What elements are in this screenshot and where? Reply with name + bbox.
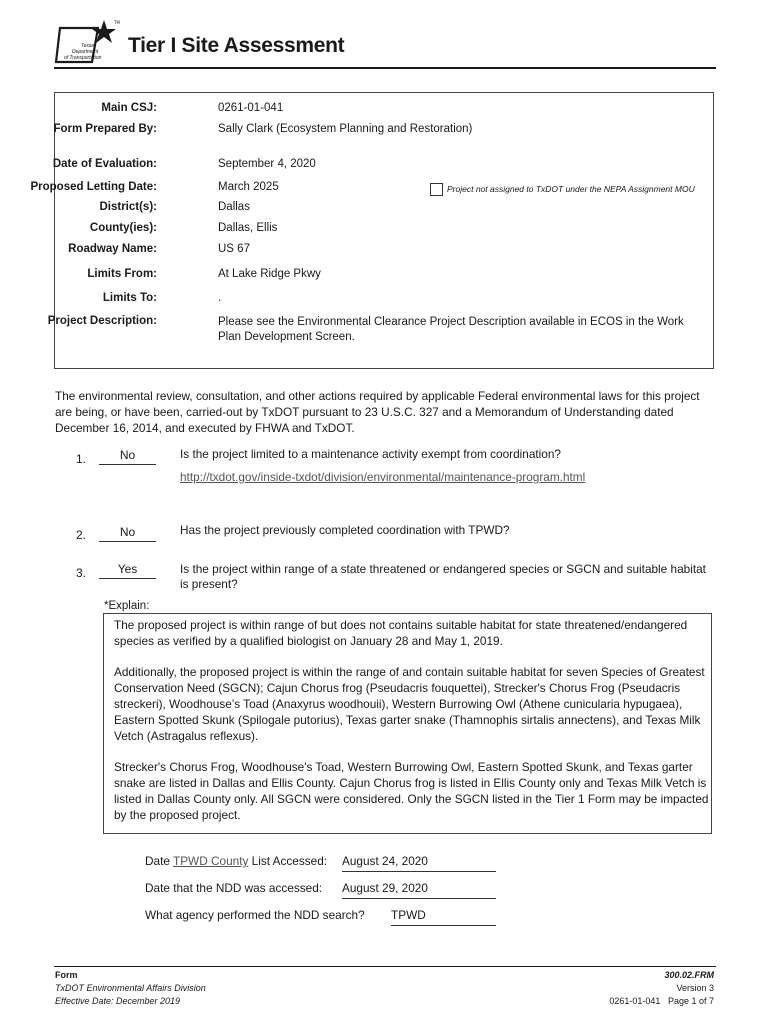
intro-paragraph: The environmental review, consultation, and other actions required by applicable Federal environmental laws for this project are being, or have been, carried-out by TxDOT pursuant to 23 U.S.C. 327 and a Memorandum of Understanding dated December 16, 2014, and executed by FHWA and TxDOT. <box>55 389 700 435</box>
question-2-number: 2. <box>76 528 87 542</box>
page-title: Tier I Site Assessment <box>128 34 345 57</box>
footer-divider <box>54 966 716 967</box>
district-label: District(s): <box>99 201 157 213</box>
question-2-text: Has the project previously completed coordination with TPWD? <box>180 523 510 537</box>
date-evaluation-label: Date of Evaluation: <box>52 158 157 170</box>
limits-from-label: Limits From: <box>87 268 157 280</box>
logo-line-2: Department <box>72 49 99 55</box>
roadway-value[interactable]: US 67 <box>218 243 250 255</box>
header-divider <box>54 67 716 69</box>
date-evaluation-value[interactable]: September 4, 2020 <box>218 158 316 170</box>
nepa-checkbox-label: Project not assigned to TxDOT under the NEPA Assignment MOU <box>447 184 695 194</box>
footer-form-number: 300.02.FRM <box>664 970 714 980</box>
district-value[interactable]: Dallas <box>218 201 250 213</box>
question-1-number: 1. <box>76 452 87 466</box>
project-info-box <box>30 92 714 369</box>
question-3-number: 3. <box>76 566 87 580</box>
logo-line-1: Texas <box>81 43 95 49</box>
project-description-value[interactable]: Please see the Environmental Clearance Project Description available in ECOS in the Work Plan Development Screen. <box>218 316 684 343</box>
explain-paragraph-1: The proposed project is within range of but does not contains suitable habitat for state threatened/endangered species as verified by a qualified biologist on January 28 and May 1, 2019. <box>114 618 688 648</box>
prepared-by-label: Form Prepared By: <box>53 123 157 135</box>
txdot-logo <box>54 18 120 66</box>
county-label: County(ies): <box>89 222 157 234</box>
project-description-label: Project Description: <box>47 315 157 327</box>
main-csj-label: Main CSJ: <box>101 102 157 114</box>
question-1-answer[interactable]: No <box>99 448 156 465</box>
letting-date-label: Proposed Letting Date: <box>30 181 157 193</box>
maintenance-program-link[interactable]: http://txdot.gov/inside-txdot/division/environmental/maintenance-program.html <box>180 470 586 484</box>
footer-version: Version 3 <box>676 983 714 993</box>
explain-label: *Explain: <box>104 600 150 612</box>
tpwd-list-date[interactable]: August 24, 2020 <box>342 854 496 872</box>
question-3-answer[interactable]: Yes <box>99 562 156 579</box>
question-3-text: Is the project within range of a state threatened or endangered species or SGCN and suitable habitat is present? <box>180 562 706 591</box>
explain-paragraph-2: Additionally, the proposed project is within the range of and contain suitable habitat for seven Species of Greatest Conservation Need (SGCN); Cajun Chorus frog (Pseudacris fouquettei), Strecker's Chorus Frog (Pseudacris streckeri), Woodhouse’s Toad (Anaxyrus woodhouii), Western Burrowing Owl (Athene cunicularia hypugaea), Eastern Spotted Skunk (Spilogale putorius), Texas garter snake (Thamnophis sirtalis annectens), and Texas Milk Vetch (Astragalus reflexus). <box>114 665 705 743</box>
footer-division: TxDOT Environmental Affairs Division <box>55 983 206 993</box>
county-value[interactable]: Dallas, Ellis <box>218 222 278 234</box>
roadway-label: Roadway Name: <box>68 243 157 255</box>
tpwd-list-label: Date TPWD County List Accessed: <box>145 854 328 868</box>
footer-page: Page 1 of 7 <box>667 996 714 1006</box>
ndd-accessed-label: Date that the NDD was accessed: <box>145 881 323 895</box>
prepared-by-value[interactable]: Sally Clark (Ecosystem Planning and Restoration) <box>218 123 473 135</box>
footer-csj: 0261-01-041 <box>609 996 661 1006</box>
limits-to-label: Limits To: <box>102 292 157 304</box>
explain-textbox[interactable] <box>103 613 712 834</box>
logo-line-3: of Transportation <box>64 55 102 61</box>
question-2-answer[interactable]: No <box>99 525 156 542</box>
limits-to-value[interactable]: . <box>218 292 222 304</box>
ndd-agency-value[interactable]: TPWD <box>391 908 496 926</box>
main-csj-value[interactable]: 0261-01-041 <box>218 102 284 114</box>
tpwd-county-link[interactable]: TPWD County <box>172 854 249 868</box>
question-1-text: Is the project limited to a maintenance activity exempt from coordination? <box>180 447 561 461</box>
footer-form-label: Form <box>55 970 78 980</box>
svg-text:TM: TM <box>114 20 120 25</box>
letting-date-value[interactable]: March 2025 <box>218 181 279 193</box>
ndd-agency-label: What agency performed the NDD search? <box>145 908 365 922</box>
ndd-accessed-date[interactable]: August 29, 2020 <box>342 881 496 899</box>
footer-csj-page <box>609 996 714 1006</box>
limits-from-value[interactable]: At Lake Ridge Pkwy <box>218 268 321 280</box>
footer-effective-date: Effective Date: December 2019 <box>55 996 181 1006</box>
nepa-checkbox[interactable] <box>430 183 443 196</box>
explain-paragraph-3: Strecker's Chorus Frog, Woodhouse's Toad, Western Burrowing Owl, Eastern Spotted Skunk, and Texas garter snake are listed in Dallas and Ellis County. Cajun Chorus frog is listed in Ellis County only and Texas Milk Vetch is listed in Dallas County only. All SGCN were considered. Only the SGCN listed in the Tier 1 Form may be impacted by the proposed project. <box>114 760 709 822</box>
